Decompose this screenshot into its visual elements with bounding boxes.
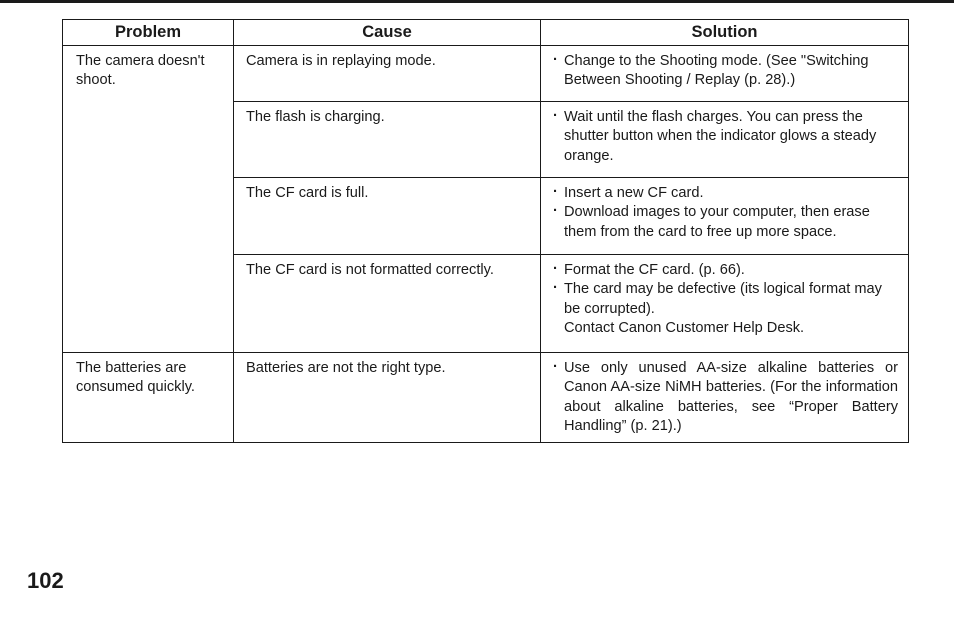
- troubleshooting-table: [62, 19, 909, 443]
- cause-cell: [234, 178, 541, 255]
- table-row: [63, 353, 909, 443]
- solution-bullet: · The card may be defective (its logical format may be corrupted).: [553, 280, 898, 319]
- table-row: [63, 46, 909, 102]
- cause-cell: [234, 255, 541, 353]
- cause-text: Batteries are not the right type.: [246, 360, 446, 376]
- table-header-row: [63, 20, 909, 46]
- header-cause: Cause: [234, 20, 541, 46]
- solution-cell: [541, 255, 909, 353]
- problem-cell: [63, 353, 234, 443]
- cause-text: The CF card is not formatted correctly.: [246, 262, 494, 278]
- solution-cell: [541, 353, 909, 443]
- solution-bullet: · Format the CF card. (p. 66).: [553, 261, 898, 280]
- cause-text: Camera is in replaying mode.: [246, 53, 436, 69]
- cause-cell: [234, 102, 541, 178]
- header-solution: Solution: [541, 20, 909, 46]
- solution-bullet: · Insert a new CF card.: [553, 184, 898, 203]
- problem-text: The camera doesn't shoot.: [76, 53, 205, 89]
- header-problem: Problem: [63, 20, 234, 46]
- solution-bullet: · Use only unused AA-size alkaline batteries or Canon AA-size NiMH batteries. (For the information about alkaline batteries, see “Proper Battery Handling” (p. 21).): [553, 359, 898, 437]
- solution-bullet: · Download images to your computer, then erase them from the card to free up more space.: [553, 203, 898, 242]
- solution-cell: [541, 46, 909, 102]
- cause-cell: [234, 353, 541, 443]
- cause-cell: [234, 46, 541, 102]
- solution-cell: [541, 178, 909, 255]
- solution-bullet: · Change to the Shooting mode. (See "Switching Between Shooting / Replay (p. 28).): [553, 52, 898, 91]
- problem-text: The batteries are consumed quickly.: [76, 360, 195, 396]
- page-number: 102: [27, 568, 64, 593]
- solution-note: Contact Canon Customer Help Desk.: [564, 320, 805, 337]
- top-rule: [0, 0, 954, 3]
- solution-bullet: · Wait until the flash charges. You can press the shutter button when the indicator glows a steady orange.: [553, 108, 898, 166]
- solution-cell: [541, 102, 909, 178]
- cause-text: The CF card is full.: [246, 185, 369, 201]
- cause-text: The flash is charging.: [246, 109, 385, 125]
- problem-cell: [63, 46, 234, 353]
